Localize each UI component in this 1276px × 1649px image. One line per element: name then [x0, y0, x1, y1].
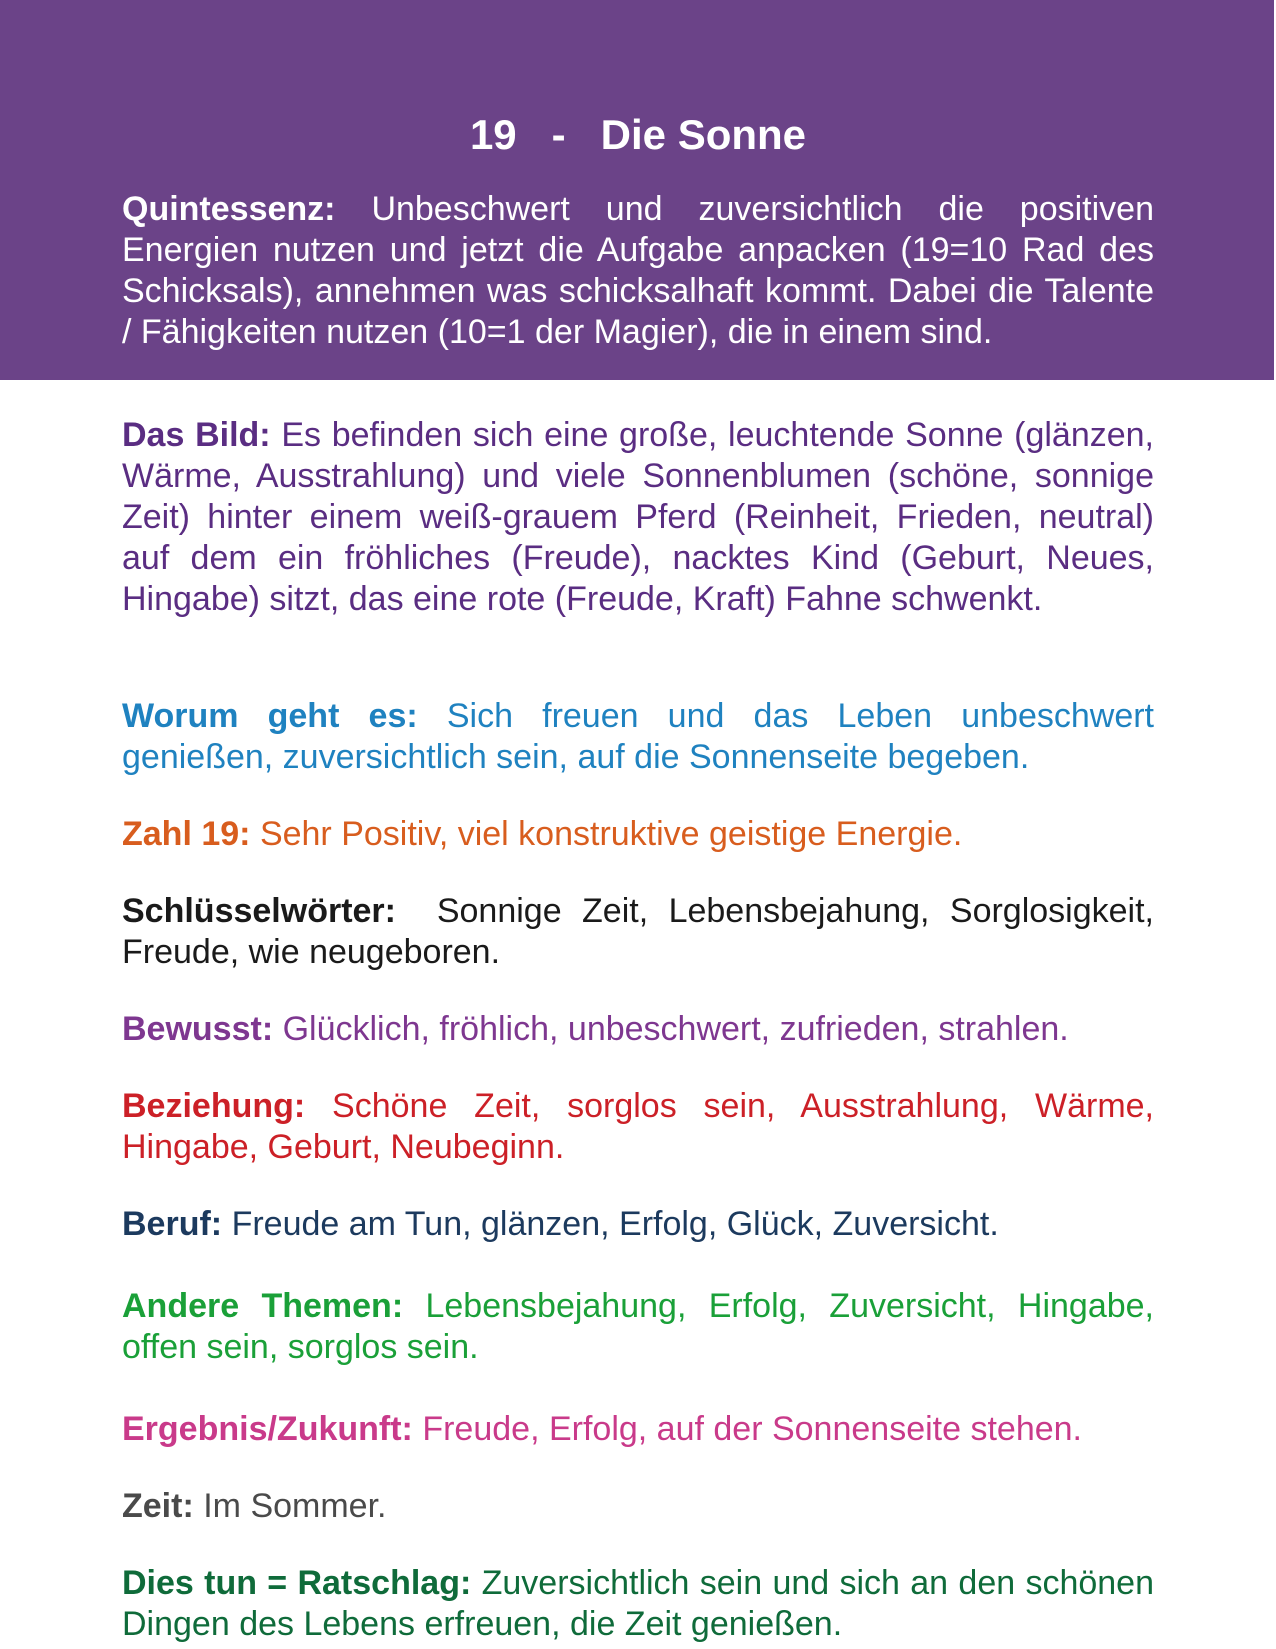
dies-tun-ratschlag-text: Zuversichtlich sein und sich an den schönen Dingen des Lebens erfreuen, die Zeit genießen.	[122, 1564, 1154, 1643]
page-title: 19 - Die Sonne	[469, 111, 807, 158]
section-das-bild	[122, 415, 1154, 620]
section-zahl	[122, 814, 1154, 855]
bewusst-text: Glücklich, fröhlich, unbeschwert, zufrieden, strahlen.	[282, 1010, 1069, 1048]
andere-themen-label: Andere Themen:	[122, 1287, 404, 1325]
zeit-text: Im Sommer.	[203, 1487, 387, 1525]
dies-tun-ratschlag-label: Dies tun = Ratschlag:	[122, 1564, 472, 1602]
section-dies-tun-ratschlag	[122, 1563, 1154, 1645]
beziehung-text: Schöne Zeit, sorglos sein, Ausstrahlung, Wärme, Hingabe, Geburt, Neubeginn.	[122, 1087, 1154, 1166]
beruf-label: Beruf:	[122, 1205, 223, 1243]
beruf-text: Freude am Tun, glänzen, Erfolg, Glück, Zuversicht.	[231, 1205, 999, 1243]
zeit-label: Zeit:	[122, 1487, 194, 1525]
das-bild-label: Das Bild:	[122, 416, 271, 454]
ergebnis-zukunft-text: Freude, Erfolg, auf der Sonnenseite stehen.	[422, 1410, 1082, 1448]
ergebnis-zukunft-label: Ergebnis/Zukunft:	[122, 1410, 413, 1448]
quintessenz-label: Quintessenz:	[122, 190, 336, 228]
das-bild-text: Es befinden sich eine große, leuchtende Sonne (glänzen, Wärme, Ausstrahlung) und viele Sonnenblumen (schöne, sonnige Zeit) hinter einem weiß-grauem Pferd (Reinheit, Frieden, neutral) auf dem ein fröhliches (Freude), nacktes Kind (Geburt, Neues, Hingabe) sitzt, das eine rote (Freude, Kraft) Fahne schwenkt.	[122, 416, 1155, 618]
zahl-label: Zahl 19:	[122, 815, 251, 853]
quintessenz-text: Unbeschwert und zuversichtlich die positiven Energien nutzen und jetzt die Aufgabe anpacken (19=10 Rad des Schicksals), annehmen was schicksalhaft kommt. Dabei die Talente / Fähigkeiten nutzen (10=1 der Magier), die in einem sind.	[122, 190, 1154, 351]
section-schluesselwoerter	[122, 891, 1154, 973]
worum-geht-es-text: Sich freuen und das Leben unbeschwert genießen, zuversichtlich sein, auf die Sonnenseite begeben.	[122, 697, 1154, 776]
section-beziehung	[122, 1086, 1154, 1168]
schluesselwoerter-label: Schlüsselwörter:	[122, 892, 396, 930]
worum-geht-es-label: Worum geht es:	[122, 697, 418, 735]
section-beruf	[122, 1204, 1154, 1245]
header-banner	[0, 0, 1276, 380]
section-ergebnis-zukunft	[122, 1409, 1154, 1450]
beziehung-label: Beziehung:	[122, 1087, 306, 1125]
section-bewusst	[122, 1009, 1154, 1050]
bewusst-label: Bewusst:	[122, 1010, 274, 1048]
andere-themen-text: Lebensbejahung, Erfolg, Zuversicht, Hingabe, offen sein, sorglos sein.	[122, 1287, 1154, 1366]
zahl-text: Sehr Positiv, viel konstruktive geistige Energie.	[259, 815, 963, 853]
section-worum-geht-es	[122, 696, 1154, 778]
schluesselwoerter-text: Sonnige Zeit, Lebensbejahung, Sorglosigkeit, Freude, wie neugeboren.	[122, 892, 1154, 971]
quintessenz-paragraph	[122, 189, 1154, 353]
section-andere-themen	[122, 1286, 1154, 1368]
section-zeit	[122, 1486, 1154, 1527]
